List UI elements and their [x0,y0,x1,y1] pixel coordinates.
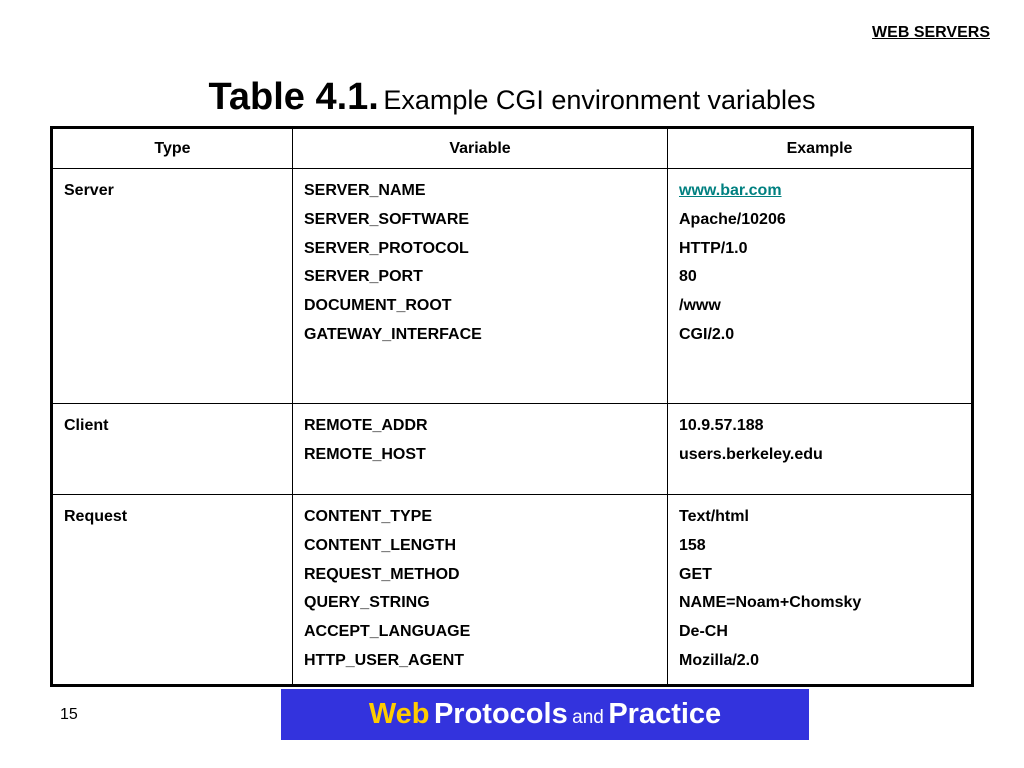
variable-name: DOCUMENT_ROOT [304,297,452,315]
example-value: Apache/10206 [679,210,786,228]
variable-name: CONTENT_TYPE [304,508,433,525]
page-number: 15 [60,706,78,723]
cell-variables [293,169,668,404]
variable-name: SERVER_NAME [304,182,426,199]
example-value: NAME=Noam+Chomsky [679,594,862,612]
banner-word-practice: Practice [608,698,722,730]
title-table-number: Table 4.1. [208,76,379,118]
variable-name: REQUEST_METHOD [304,565,460,583]
banner-word-and: and [572,707,604,728]
table-row-server [52,169,973,404]
example-value: Text/html [679,508,749,525]
table-row-request [52,495,973,686]
column-header-type: Type [52,128,293,169]
table-row-client [52,404,973,495]
variable-name: ACCEPT_LANGUAGE [304,623,471,641]
example-value: HTTP/1.0 [679,239,748,257]
example-value: /www [679,297,721,315]
section-label: WEB SERVERS [872,24,990,41]
cell-type: Server [52,169,293,404]
variable-name: REMOTE_HOST [304,445,426,463]
variable-name: HTTP_USER_AGENT [304,651,465,669]
variable-name: SERVER_PROTOCOL [304,239,469,257]
variable-name: GATEWAY_INTERFACE [304,325,482,343]
column-header-example: Example [668,128,973,169]
example-value: 10.9.57.188 [679,417,764,434]
example-value: Mozilla/2.0 [679,651,760,669]
cell-variables [293,404,668,495]
example-value: users.berkeley.edu [679,445,823,463]
example-link[interactable]: www.bar.com [679,182,782,199]
variable-name: SERVER_PORT [304,268,423,286]
example-value: 158 [679,536,706,554]
variable-name: REMOTE_ADDR [304,417,428,434]
title-caption: Example CGI environment variables [383,85,816,115]
banner-word-web: Web [368,698,430,730]
example-value: 80 [679,268,697,286]
cell-variables [293,495,668,686]
example-value: De-CH [679,623,728,641]
cell-examples [668,169,973,404]
cell-examples [668,495,973,686]
variable-name: SERVER_SOFTWARE [304,210,470,228]
example-value: GET [679,565,712,583]
cgi-variables-table [50,126,974,687]
example-value: CGI/2.0 [679,325,735,343]
footer-banner [281,689,809,740]
cell-type: Request [52,495,293,686]
slide-title [0,76,1024,119]
column-header-variable: Variable [293,128,668,169]
cell-type: Client [52,404,293,495]
table-header-row [52,128,973,169]
variable-name: QUERY_STRING [304,594,430,612]
variable-name: CONTENT_LENGTH [304,536,456,554]
cell-examples [668,404,973,495]
banner-word-protocols: Protocols [433,698,568,730]
